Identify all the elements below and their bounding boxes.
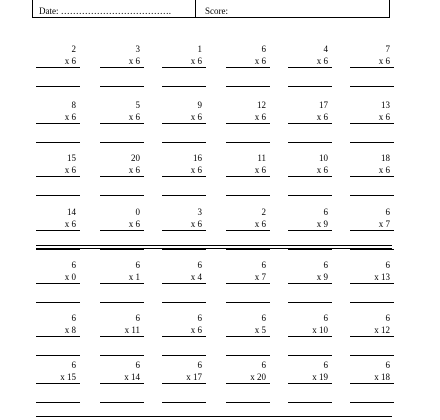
multiplicand: 17 [319, 100, 328, 110]
multiplier: x 6 [316, 112, 328, 122]
multiplicand: 2 [71, 44, 76, 54]
answer-line[interactable] [350, 302, 394, 303]
multiplicand: 3 [197, 207, 202, 217]
answer-line[interactable] [100, 355, 144, 356]
multiplier: x 14 [124, 372, 140, 382]
multiplier: x 6 [378, 112, 390, 122]
worksheet-header [32, 0, 390, 18]
problem-rule [288, 383, 332, 384]
multiplier: x 19 [312, 372, 328, 382]
problem-rule [36, 336, 80, 337]
multiplier: x 6 [378, 56, 390, 66]
problem-rule [226, 123, 270, 124]
problem-rule [100, 176, 144, 177]
multiplicand: 6 [71, 313, 76, 323]
footer-line [36, 416, 392, 417]
problem-rule [162, 336, 206, 337]
multiplier: x 6 [190, 219, 202, 229]
problem-rule [36, 283, 80, 284]
section-separator-line [36, 248, 392, 249]
multiplier: x 20 [250, 372, 266, 382]
problem-rule [162, 176, 206, 177]
multiplier: x 6 [190, 112, 202, 122]
multiplier: x 6 [128, 112, 140, 122]
multiplier: x 6 [316, 165, 328, 175]
problem-rule [350, 176, 394, 177]
problem-rule [36, 383, 80, 384]
multiplier: x 6 [378, 165, 390, 175]
problem-rule [226, 176, 270, 177]
problem-rule [162, 383, 206, 384]
multiplier: x 6 [190, 325, 202, 335]
multiplier: x 0 [64, 272, 76, 282]
answer-line[interactable] [350, 402, 394, 403]
multiplicand: 6 [261, 44, 266, 54]
multiplicand: 6 [135, 313, 140, 323]
multiplicand: 6 [385, 207, 390, 217]
multiplier: x 6 [254, 219, 266, 229]
answer-line[interactable] [288, 355, 332, 356]
multiplier: x 10 [312, 325, 328, 335]
multiplier: x 6 [64, 219, 76, 229]
problem-rule [350, 283, 394, 284]
problem-rule [288, 230, 332, 231]
multiplicand: 6 [135, 360, 140, 370]
multiplier: x 1 [128, 272, 140, 282]
problem-rule [162, 123, 206, 124]
answer-line[interactable] [162, 355, 206, 356]
answer-line[interactable] [350, 195, 394, 196]
answer-line[interactable] [162, 402, 206, 403]
answer-line[interactable] [36, 402, 80, 403]
multiplicand: 11 [257, 153, 266, 163]
multiplicand: 6 [71, 260, 76, 270]
answer-line[interactable] [100, 302, 144, 303]
section-separator-line [36, 245, 392, 246]
problem-rule [288, 283, 332, 284]
answer-line[interactable] [36, 195, 80, 196]
multiplier: x 6 [190, 165, 202, 175]
multiplicand: 3 [135, 44, 140, 54]
problem-rule [288, 176, 332, 177]
multiplier: x 6 [190, 56, 202, 66]
multiplier: x 13 [374, 272, 390, 282]
multiplier: x 6 [128, 219, 140, 229]
answer-line[interactable] [226, 86, 270, 87]
multiplicand: 18 [381, 153, 390, 163]
multiplicand: 6 [385, 313, 390, 323]
multiplicand: 6 [323, 260, 328, 270]
answer-line[interactable] [36, 86, 80, 87]
problem-rule [36, 176, 80, 177]
multiplier: x 7 [254, 272, 266, 282]
answer-line[interactable] [350, 355, 394, 356]
multiplier: x 6 [64, 165, 76, 175]
problem-rule [100, 230, 144, 231]
problem-rule [226, 383, 270, 384]
problem-rule [162, 283, 206, 284]
problem-rule [350, 67, 394, 68]
multiplicand: 15 [67, 153, 76, 163]
problem-rule [100, 123, 144, 124]
answer-line[interactable] [226, 195, 270, 196]
problem-rule [36, 123, 80, 124]
multiplicand: 10 [319, 153, 328, 163]
multiplicand: 4 [323, 44, 328, 54]
multiplier: x 5 [254, 325, 266, 335]
multiplicand: 6 [197, 360, 202, 370]
answer-line[interactable] [100, 402, 144, 403]
problem-rule [350, 383, 394, 384]
multiplicand: 6 [323, 360, 328, 370]
multiplicand: 9 [197, 100, 202, 110]
answer-line[interactable] [226, 142, 270, 143]
answer-line[interactable] [288, 86, 332, 87]
multiplicand: 0 [135, 207, 140, 217]
multiplicand: 12 [257, 100, 266, 110]
multiplicand: 6 [261, 360, 266, 370]
header-divider [195, 0, 196, 17]
answer-line[interactable] [288, 195, 332, 196]
multiplicand: 6 [135, 260, 140, 270]
answer-line[interactable] [100, 86, 144, 87]
answer-line[interactable] [288, 142, 332, 143]
multiplier: x 6 [64, 112, 76, 122]
answer-line[interactable] [162, 86, 206, 87]
problem-rule [100, 383, 144, 384]
multiplicand: 6 [261, 313, 266, 323]
problem-rule [162, 67, 206, 68]
multiplicand: 6 [385, 260, 390, 270]
multiplicand: 13 [381, 100, 390, 110]
multiplicand: 6 [197, 260, 202, 270]
problem-rule [350, 123, 394, 124]
answer-line[interactable] [350, 86, 394, 87]
multiplier: x 15 [60, 372, 76, 382]
problem-rule [100, 67, 144, 68]
multiplier: x 6 [254, 56, 266, 66]
problem-rule [36, 230, 80, 231]
multiplicand: 6 [385, 360, 390, 370]
multiplier: x 4 [190, 272, 202, 282]
multiplicand: 8 [71, 100, 76, 110]
multiplicand: 20 [131, 153, 140, 163]
multiplier: x 6 [128, 165, 140, 175]
problem-rule [226, 230, 270, 231]
problem-rule [100, 336, 144, 337]
answer-line[interactable] [100, 142, 144, 143]
problem-rule [36, 67, 80, 68]
multiplicand: 1 [197, 44, 202, 54]
problem-rule [288, 123, 332, 124]
answer-line[interactable] [226, 302, 270, 303]
multiplier: x 6 [254, 112, 266, 122]
answer-line[interactable] [36, 355, 80, 356]
multiplier: x 11 [124, 325, 140, 335]
problem-rule [226, 67, 270, 68]
answer-line[interactable] [162, 195, 206, 196]
answer-line[interactable] [36, 302, 80, 303]
multiplier: x 8 [64, 325, 76, 335]
answer-line[interactable] [100, 195, 144, 196]
answer-line[interactable] [226, 402, 270, 403]
multiplicand: 6 [71, 360, 76, 370]
multiplicand: 7 [385, 44, 390, 54]
multiplicand: 16 [193, 153, 202, 163]
multiplier: x 18 [374, 372, 390, 382]
multiplier: x 9 [316, 272, 328, 282]
multiplicand: 14 [67, 207, 76, 217]
multiplicand: 6 [323, 207, 328, 217]
answer-line[interactable] [288, 302, 332, 303]
multiplier: x 12 [374, 325, 390, 335]
multiplier: x 6 [128, 56, 140, 66]
answer-line[interactable] [226, 355, 270, 356]
multiplier: x 7 [378, 219, 390, 229]
multiplier: x 6 [254, 165, 266, 175]
answer-line[interactable] [350, 142, 394, 143]
multiplicand: 2 [261, 207, 266, 217]
problem-rule [350, 336, 394, 337]
multiplicand: 6 [261, 260, 266, 270]
multiplicand: 5 [135, 100, 140, 110]
problem-rule [288, 336, 332, 337]
date-label: Date: ………………………………. [39, 6, 171, 16]
multiplicand: 6 [197, 313, 202, 323]
problem-rule [226, 283, 270, 284]
problem-rule [100, 283, 144, 284]
multiplicand: 6 [323, 313, 328, 323]
multiplier: x 17 [186, 372, 202, 382]
multiplier: x 6 [316, 56, 328, 66]
problem-rule [226, 336, 270, 337]
multiplier: x 9 [316, 219, 328, 229]
problem-rule [350, 230, 394, 231]
problem-rule [288, 67, 332, 68]
answer-line[interactable] [36, 142, 80, 143]
answer-line[interactable] [162, 142, 206, 143]
answer-line[interactable] [288, 402, 332, 403]
score-label: Score: [205, 6, 228, 16]
answer-line[interactable] [162, 302, 206, 303]
problem-rule [162, 230, 206, 231]
multiplier: x 6 [64, 56, 76, 66]
